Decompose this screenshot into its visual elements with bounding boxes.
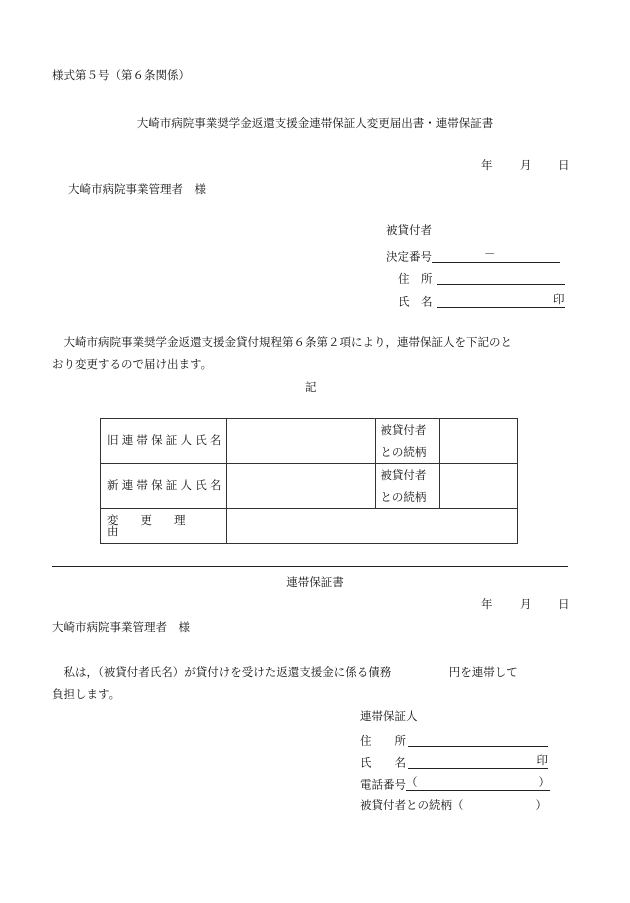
date2-day: 日: [558, 597, 570, 611]
table-row-old: [101, 419, 518, 464]
body-line-2: おり変更するので届け出ます。: [52, 357, 213, 371]
guarantor-change-table: [100, 418, 518, 544]
new-relation-cell[interactable]: [440, 464, 518, 509]
addressee: 大崎市病院事業管理者 様: [68, 182, 206, 196]
old-relation-line2: との続柄: [380, 445, 427, 459]
table-row-reason: [101, 509, 518, 544]
table-row-new: [101, 464, 518, 509]
new-guarantor-label: 新連帯保証人氏名: [101, 464, 227, 509]
old-guarantor-name-cell[interactable]: [226, 419, 376, 464]
guarantor-phone-label: 電話番号: [360, 777, 406, 792]
new-guarantor-name-cell[interactable]: [226, 464, 376, 509]
applicant-address-label: 住 所: [398, 271, 433, 286]
guarantor-name-line: [408, 755, 548, 769]
new-relation-line2: との続柄: [380, 490, 427, 504]
page-title: 大崎市病院事業奨学金返還支援金連帯保証人変更届出書・連帯保証書: [136, 116, 494, 130]
applicant-name-label: 氏 名: [398, 294, 433, 309]
old-guarantor-label: 旧連帯保証人氏名: [101, 419, 227, 464]
guarantor-address-line: [408, 733, 548, 747]
guarantor-relation-close: ）: [535, 798, 547, 812]
date-year: 年: [481, 158, 493, 172]
body2-line-1: 私は，（被貸付者氏名）が貸付けを受けた返還支援金に係る債務 円を連帯して: [52, 665, 518, 679]
phone-close-paren: ）: [538, 775, 550, 789]
guarantor-name-field[interactable]: [360, 755, 548, 769]
decision-number-label: 決定番号: [386, 249, 432, 264]
applicant-address-line: [437, 271, 565, 285]
body2-line-2: 負担します。: [52, 687, 121, 701]
phone-open-paren: （: [406, 775, 418, 789]
decision-number-line: [432, 249, 560, 263]
section-divider: [52, 566, 568, 567]
guarantor-heading: 連帯保証人: [360, 709, 418, 723]
guarantor-relation-label: 被貸付者との続柄（: [360, 798, 464, 812]
decision-number-dash: －: [484, 247, 496, 261]
new-relation-label: [376, 464, 440, 509]
guarantor-phone-field[interactable]: [360, 777, 550, 791]
addressee-2: 大崎市病院事業管理者 様: [52, 620, 190, 634]
old-relation-line1: 被貸付者: [380, 423, 427, 437]
applicant-name-line: [437, 294, 565, 308]
body-line-1: 大崎市病院事業奨学金返還支援金貸付規程第６条第２項により，連帯保証人を下記のと: [52, 335, 512, 349]
guarantor-address-label: 住 所: [360, 733, 406, 748]
applicant-address-field[interactable]: [398, 271, 565, 285]
date2-month: 月: [520, 597, 532, 611]
change-reason-label: 変更理由: [101, 509, 227, 544]
ki-label: 記: [305, 380, 317, 394]
old-relation-cell[interactable]: [440, 419, 518, 464]
guarantor-name-label: 氏 名: [360, 755, 406, 770]
guarantor-relation-field[interactable]: [360, 800, 547, 812]
guarantor-seal: 印: [536, 753, 548, 767]
applicant-seal: 印: [553, 292, 565, 306]
section2-title: 連帯保証書: [286, 575, 344, 589]
change-reason-cell[interactable]: [226, 509, 517, 544]
applicant-heading: 被貸付者: [386, 223, 432, 237]
old-relation-label: [376, 419, 440, 464]
new-relation-line1: 被貸付者: [380, 468, 427, 482]
form-number: 様式第５号（第６条関係）: [52, 68, 190, 82]
guarantor-address-field[interactable]: [360, 733, 548, 747]
guarantor-phone-line: [406, 777, 550, 791]
decision-number-field[interactable]: [386, 249, 560, 263]
date-month: 月: [520, 158, 532, 172]
date2-year: 年: [481, 597, 493, 611]
date-day: 日: [558, 158, 570, 172]
applicant-name-field[interactable]: [398, 294, 565, 308]
